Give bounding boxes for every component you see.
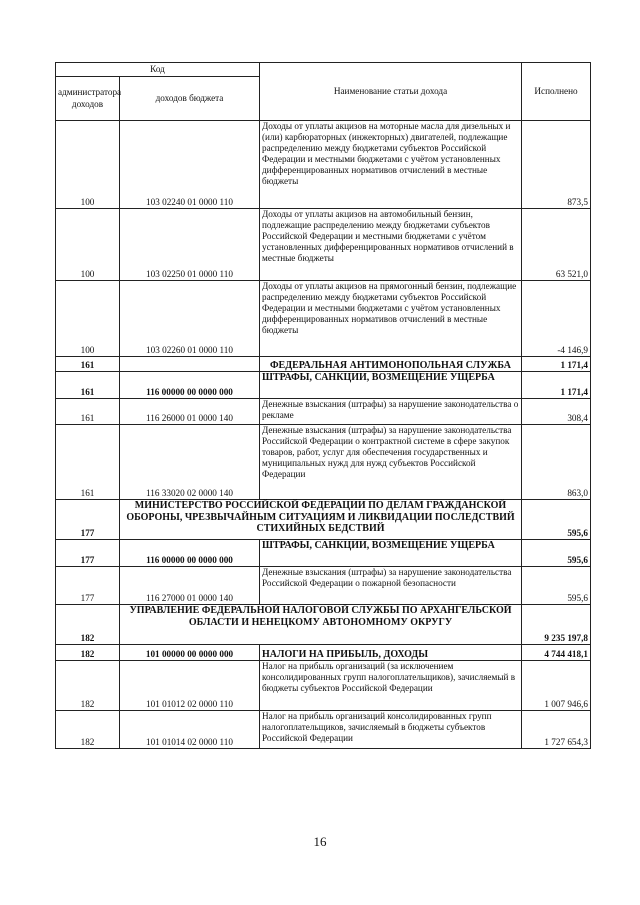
amount-cell: 595,6 [522,500,591,540]
income-name-cell: Денежные взыскания (штрафы) за нарушение законодательства о рекламе [260,399,522,425]
group-row [56,372,591,399]
amount-cell: 1 727 654,3 [522,711,591,749]
agency-name-cell: ФЕДЕРАЛЬНАЯ АНТИМОНОПОЛЬНАЯ СЛУЖБА [260,357,522,372]
table-row [56,567,591,605]
amount-cell: -4 146,9 [522,281,591,357]
amount-cell: 595,6 [522,540,591,567]
agency-row [56,357,591,372]
income-name-cell: Налог на прибыль организаций (за исключением консолидированных групп налогоплательщиков), зачисляемый в бюджеты субъектов Российской Федерации [260,661,522,711]
table-row [56,711,591,749]
admin-code-cell: 161 [56,372,120,399]
table-row [56,661,591,711]
income-table [55,62,591,749]
admin-code-cell: 161 [56,399,120,425]
amount-cell: 1 171,4 [522,357,591,372]
income-code-column-header: доходов бюджета [120,77,260,121]
amount-cell: 4 744 418,1 [522,645,591,661]
agency-name-cell: МИНИСТЕРСТВО РОССИЙСКОЙ ФЕДЕРАЦИИ ПО ДЕЛАМ ГРАЖДАНСКОЙ ОБОРОНЫ, ЧРЕЗВЫЧАЙНЫМ СИТУАЦИЯМ И ЛИКВИДАЦИИ ПОСЛЕДСТВИЙ СТИХИЙНЫХ БЕДСТВИЙ [120,500,522,540]
income-name-cell: Доходы от уплаты акцизов на прямогонный бензин, подлежащие распределению между бюджетами субъектов Российской Федерации и местными бюджетами с учётом установленных дифференцированных нормативов отчислений в местные бюджеты [260,281,522,357]
group-name-cell: ШТРАФЫ, САНКЦИИ, ВОЗМЕЩЕНИЕ УЩЕРБА [260,540,522,567]
admin-code-cell: 177 [56,540,120,567]
table-row [56,281,591,357]
admin-code-cell: 100 [56,209,120,281]
table-row [56,425,591,500]
admin-code-cell: 100 [56,281,120,357]
group-name-cell: НАЛОГИ НА ПРИБЫЛЬ, ДОХОДЫ [260,645,522,661]
income-code-cell: 116 33020 02 0000 140 [120,425,260,500]
income-name-cell: Доходы от уплаты акцизов на моторные масла для дизельных и (или) карбюраторных (инжекторных) двигателей, подлежащие распределению между бюджетами субъектов Российской Федерации и местными бюджетами с учётом установленных дифференцированных нормативов отчислений в местные бюджеты [260,121,522,209]
admin-code-cell: 177 [56,567,120,605]
admin-code-cell: 177 [56,500,120,540]
admin-code-cell: 182 [56,645,120,661]
amount-cell: 863,0 [522,425,591,500]
table-row [56,209,591,281]
income-code-cell: 101 01012 02 0000 110 [120,661,260,711]
income-code-cell: 101 00000 00 0000 000 [120,645,260,661]
income-code-cell: 103 02240 01 0000 110 [120,121,260,209]
amount-cell: 308,4 [522,399,591,425]
amount-column-header: Исполнено [522,63,591,121]
page-number: 16 [313,834,327,849]
income-code-cell: 116 00000 00 0000 000 [120,540,260,567]
income-code-cell: 116 27000 01 0000 140 [120,567,260,605]
income-code-cell: 116 00000 00 0000 000 [120,372,260,399]
admin-code-cell: 161 [56,357,120,372]
code-group-header: Код [56,63,260,77]
group-row [56,645,591,661]
name-column-header: Наименование статьи дохода [260,63,522,121]
amount-cell: 63 521,0 [522,209,591,281]
admin-code-cell: 182 [56,661,120,711]
amount-cell: 9 235 197,8 [522,605,591,645]
income-name-cell: Денежные взыскания (штрафы) за нарушение законодательства Российской Федерации о контрактной системе в сфере закупок товаров, работ, услуг для обеспечения государственных и муниципальных нужд для нужд субъектов Российской Федерации [260,425,522,500]
income-code-cell: 101 01014 02 0000 110 [120,711,260,749]
amount-cell: 1 007 946,6 [522,661,591,711]
income-code-cell: 116 26000 01 0000 140 [120,399,260,425]
admin-column-header: администратора доходов [56,77,120,121]
income-code-cell: 103 02260 01 0000 110 [120,281,260,357]
income-name-cell: Налог на прибыль организаций консолидированных групп налогоплательщиков, зачисляемый в бюджеты субъектов Российской Федерации [260,711,522,749]
admin-code-cell: 182 [56,605,120,645]
amount-cell: 595,6 [522,567,591,605]
table-row [56,121,591,209]
group-name-cell: ШТРАФЫ, САНКЦИИ, ВОЗМЕЩЕНИЕ УЩЕРБА [260,372,522,399]
agency-row [56,605,591,645]
admin-code-cell: 161 [56,425,120,500]
table-row [56,399,591,425]
income-code-cell [120,357,260,372]
amount-cell: 873,5 [522,121,591,209]
header-row [56,63,591,77]
income-name-cell: Денежные взыскания (штрафы) за нарушение законодательства Российской Федерации о пожарной безопасности [260,567,522,605]
agency-name-cell: УПРАВЛЕНИЕ ФЕДЕРАЛЬНОЙ НАЛОГОВОЙ СЛУЖБЫ ПО АРХАНГЕЛЬСКОЙ ОБЛАСТИ И НЕНЕЦКОМУ АВТОНОМНОМУ ОКРУГУ [120,605,522,645]
admin-code-cell: 182 [56,711,120,749]
admin-code-cell: 100 [56,121,120,209]
group-row [56,540,591,567]
income-name-cell: Доходы от уплаты акцизов на автомобильный бензин, подлежащие распределению между бюджетами субъектов Российской Федерации и местными бюджетами с учётом установленных дифференцированных нормативов отчислений в местные бюджеты [260,209,522,281]
amount-cell: 1 171,4 [522,372,591,399]
income-code-cell: 103 02250 01 0000 110 [120,209,260,281]
agency-row [56,500,591,540]
